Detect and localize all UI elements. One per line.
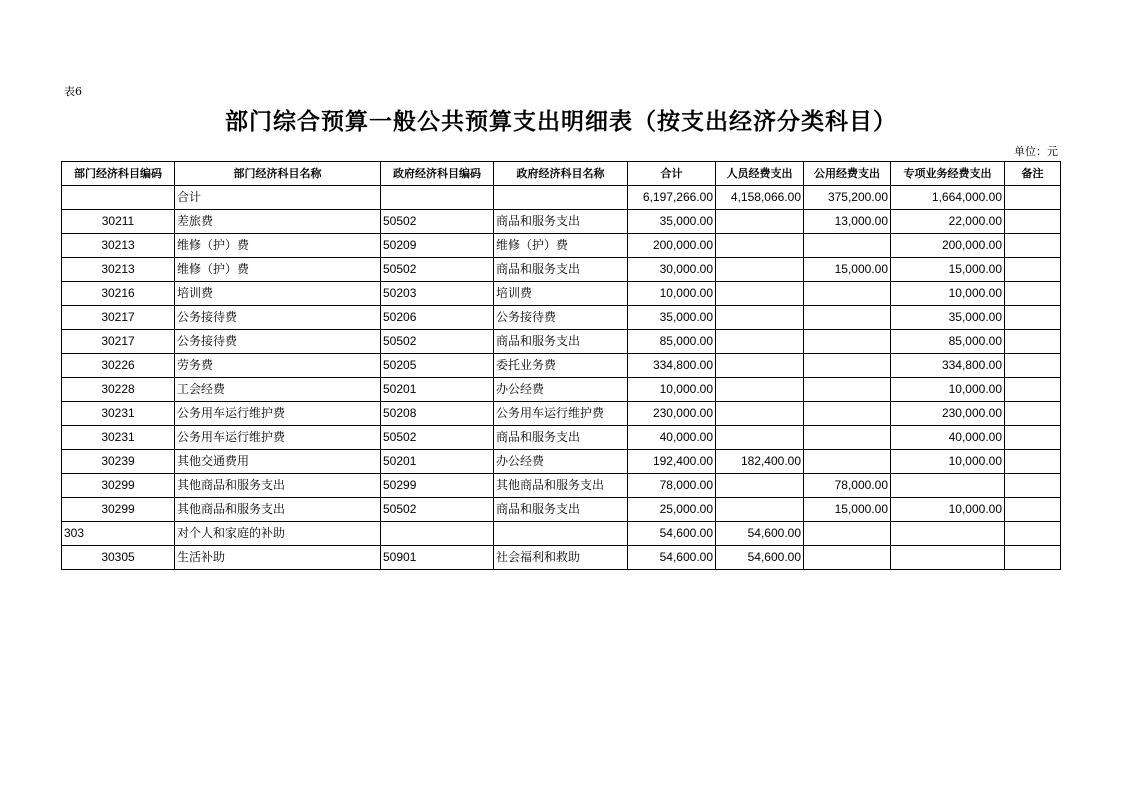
total-cell: 230,000.00 [628,402,716,426]
gov-code-cell: 50208 [381,402,494,426]
public-cell [804,522,891,546]
dept-code-cell: 30305 [62,546,175,570]
public-cell: 13,000.00 [804,210,891,234]
table-body [62,186,1061,570]
total-cell: 25,000.00 [628,498,716,522]
special-cell [891,546,1005,570]
table-row [62,546,1061,570]
special-cell: 10,000.00 [891,378,1005,402]
budget-detail-table [61,161,1061,570]
dept-code-cell: 30213 [62,234,175,258]
personnel-cell [716,330,804,354]
gov-code-cell: 50502 [381,258,494,282]
dept-code-cell: 30228 [62,378,175,402]
dept-code-cell: 30213 [62,258,175,282]
dept-name-cell: 对个人和家庭的补助 [175,522,381,546]
column-header-public: 公用经费支出 [804,162,891,186]
gov-code-cell [381,186,494,210]
personnel-cell [716,474,804,498]
public-cell [804,378,891,402]
special-cell: 10,000.00 [891,282,1005,306]
gov-name-cell: 公务接待费 [494,306,628,330]
gov-code-cell [381,522,494,546]
total-cell: 192,400.00 [628,450,716,474]
note-cell [1005,402,1061,426]
special-cell: 10,000.00 [891,450,1005,474]
table-row [62,210,1061,234]
column-header-gov-name: 政府经济科目名称 [494,162,628,186]
dept-name-cell: 工会经费 [175,378,381,402]
special-cell: 334,800.00 [891,354,1005,378]
total-cell: 35,000.00 [628,210,716,234]
total-cell: 85,000.00 [628,330,716,354]
personnel-cell: 54,600.00 [716,546,804,570]
dept-name-cell: 差旅费 [175,210,381,234]
dept-name-cell: 维修（护）费 [175,234,381,258]
total-cell: 10,000.00 [628,378,716,402]
gov-code-cell: 50201 [381,378,494,402]
personnel-cell [716,498,804,522]
special-cell: 35,000.00 [891,306,1005,330]
note-cell [1005,258,1061,282]
table-row [62,258,1061,282]
column-header-note: 备注 [1005,162,1061,186]
gov-name-cell: 公务用车运行维护费 [494,402,628,426]
public-cell [804,330,891,354]
table-row [62,378,1061,402]
currency-unit-label: 单位：元 [1014,145,1058,158]
dept-name-cell: 劳务费 [175,354,381,378]
table-row [62,402,1061,426]
column-header-dept-code: 部门经济科目编码 [62,162,175,186]
note-cell [1005,450,1061,474]
gov-code-cell: 50502 [381,498,494,522]
note-cell [1005,186,1061,210]
column-header-special: 专项业务经费支出 [891,162,1005,186]
total-cell: 334,800.00 [628,354,716,378]
note-cell [1005,306,1061,330]
gov-name-cell [494,186,628,210]
public-cell [804,306,891,330]
note-cell [1005,234,1061,258]
table-row [62,426,1061,450]
dept-code-cell: 30299 [62,474,175,498]
gov-name-cell: 委托业务费 [494,354,628,378]
gov-name-cell: 商品和服务支出 [494,210,628,234]
special-cell: 230,000.00 [891,402,1005,426]
dept-code-cell: 30217 [62,306,175,330]
dept-code-cell [62,186,175,210]
dept-code-cell: 30239 [62,450,175,474]
table-row [62,234,1061,258]
table-row [62,330,1061,354]
gov-code-cell: 50502 [381,426,494,450]
total-cell: 54,600.00 [628,546,716,570]
personnel-cell [716,354,804,378]
column-header-personnel: 人员经费支出 [716,162,804,186]
special-cell [891,474,1005,498]
note-cell [1005,210,1061,234]
gov-code-cell: 50502 [381,330,494,354]
special-cell: 22,000.00 [891,210,1005,234]
personnel-cell [716,282,804,306]
personnel-cell [716,426,804,450]
special-cell: 40,000.00 [891,426,1005,450]
gov-name-cell: 其他商品和服务支出 [494,474,628,498]
table-row [62,522,1061,546]
total-cell: 40,000.00 [628,426,716,450]
special-cell: 10,000.00 [891,498,1005,522]
dept-code-cell: 30231 [62,426,175,450]
note-cell [1005,330,1061,354]
dept-name-cell: 其他商品和服务支出 [175,498,381,522]
dept-name-cell: 公务用车运行维护费 [175,402,381,426]
public-cell [804,450,891,474]
gov-code-cell: 50901 [381,546,494,570]
dept-code-cell: 303 [62,522,175,546]
column-header-total: 合计 [628,162,716,186]
total-cell: 200,000.00 [628,234,716,258]
dept-name-cell: 合计 [175,186,381,210]
gov-name-cell: 办公经费 [494,450,628,474]
personnel-cell [716,378,804,402]
total-cell: 54,600.00 [628,522,716,546]
page-title: 部门综合预算一般公共预算支出明细表（按支出经济分类科目） [225,109,897,135]
gov-name-cell: 商品和服务支出 [494,498,628,522]
gov-name-cell [494,522,628,546]
personnel-cell: 54,600.00 [716,522,804,546]
gov-name-cell: 商品和服务支出 [494,426,628,450]
gov-name-cell: 培训费 [494,282,628,306]
personnel-cell [716,210,804,234]
note-cell [1005,498,1061,522]
public-cell [804,402,891,426]
dept-code-cell: 30226 [62,354,175,378]
public-cell [804,546,891,570]
note-cell [1005,522,1061,546]
table-row [62,498,1061,522]
dept-name-cell: 生活补助 [175,546,381,570]
gov-code-cell: 50205 [381,354,494,378]
gov-name-cell: 办公经费 [494,378,628,402]
gov-name-cell: 商品和服务支出 [494,330,628,354]
special-cell: 200,000.00 [891,234,1005,258]
dept-name-cell: 公务接待费 [175,330,381,354]
public-cell [804,354,891,378]
dept-code-cell: 30216 [62,282,175,306]
personnel-cell: 4,158,066.00 [716,186,804,210]
public-cell: 15,000.00 [804,498,891,522]
personnel-cell [716,234,804,258]
total-cell: 10,000.00 [628,282,716,306]
note-cell [1005,546,1061,570]
dept-name-cell: 其他交通费用 [175,450,381,474]
column-header-dept-name: 部门经济科目名称 [175,162,381,186]
special-cell [891,522,1005,546]
gov-code-cell: 50209 [381,234,494,258]
table-number-label: 表6 [64,85,82,98]
gov-code-cell: 50203 [381,282,494,306]
gov-code-cell: 50299 [381,474,494,498]
table-row [62,282,1061,306]
special-cell: 15,000.00 [891,258,1005,282]
note-cell [1005,282,1061,306]
table-row [62,354,1061,378]
dept-name-cell: 其他商品和服务支出 [175,474,381,498]
dept-name-cell: 维修（护）费 [175,258,381,282]
public-cell: 375,200.00 [804,186,891,210]
total-cell: 35,000.00 [628,306,716,330]
table-row [62,306,1061,330]
table-row [62,450,1061,474]
dept-code-cell: 30217 [62,330,175,354]
public-cell [804,282,891,306]
gov-code-cell: 50201 [381,450,494,474]
gov-name-cell: 维修（护）费 [494,234,628,258]
dept-name-cell: 公务用车运行维护费 [175,426,381,450]
personnel-cell [716,306,804,330]
dept-code-cell: 30231 [62,402,175,426]
personnel-cell [716,258,804,282]
total-cell: 6,197,266.00 [628,186,716,210]
dept-name-cell: 培训费 [175,282,381,306]
note-cell [1005,426,1061,450]
note-cell [1005,378,1061,402]
special-cell: 85,000.00 [891,330,1005,354]
dept-code-cell: 30211 [62,210,175,234]
total-cell: 30,000.00 [628,258,716,282]
gov-code-cell: 50206 [381,306,494,330]
gov-code-cell: 50502 [381,210,494,234]
gov-name-cell: 社会福利和救助 [494,546,628,570]
public-cell [804,426,891,450]
dept-code-cell: 30299 [62,498,175,522]
note-cell [1005,474,1061,498]
total-cell: 78,000.00 [628,474,716,498]
personnel-cell: 182,400.00 [716,450,804,474]
personnel-cell [716,402,804,426]
public-cell: 15,000.00 [804,258,891,282]
dept-name-cell: 公务接待费 [175,306,381,330]
table-row [62,474,1061,498]
public-cell [804,234,891,258]
special-cell: 1,664,000.00 [891,186,1005,210]
column-header-gov-code: 政府经济科目编码 [381,162,494,186]
public-cell: 78,000.00 [804,474,891,498]
note-cell [1005,354,1061,378]
gov-name-cell: 商品和服务支出 [494,258,628,282]
table-row [62,186,1061,210]
table-header-row [62,162,1061,186]
